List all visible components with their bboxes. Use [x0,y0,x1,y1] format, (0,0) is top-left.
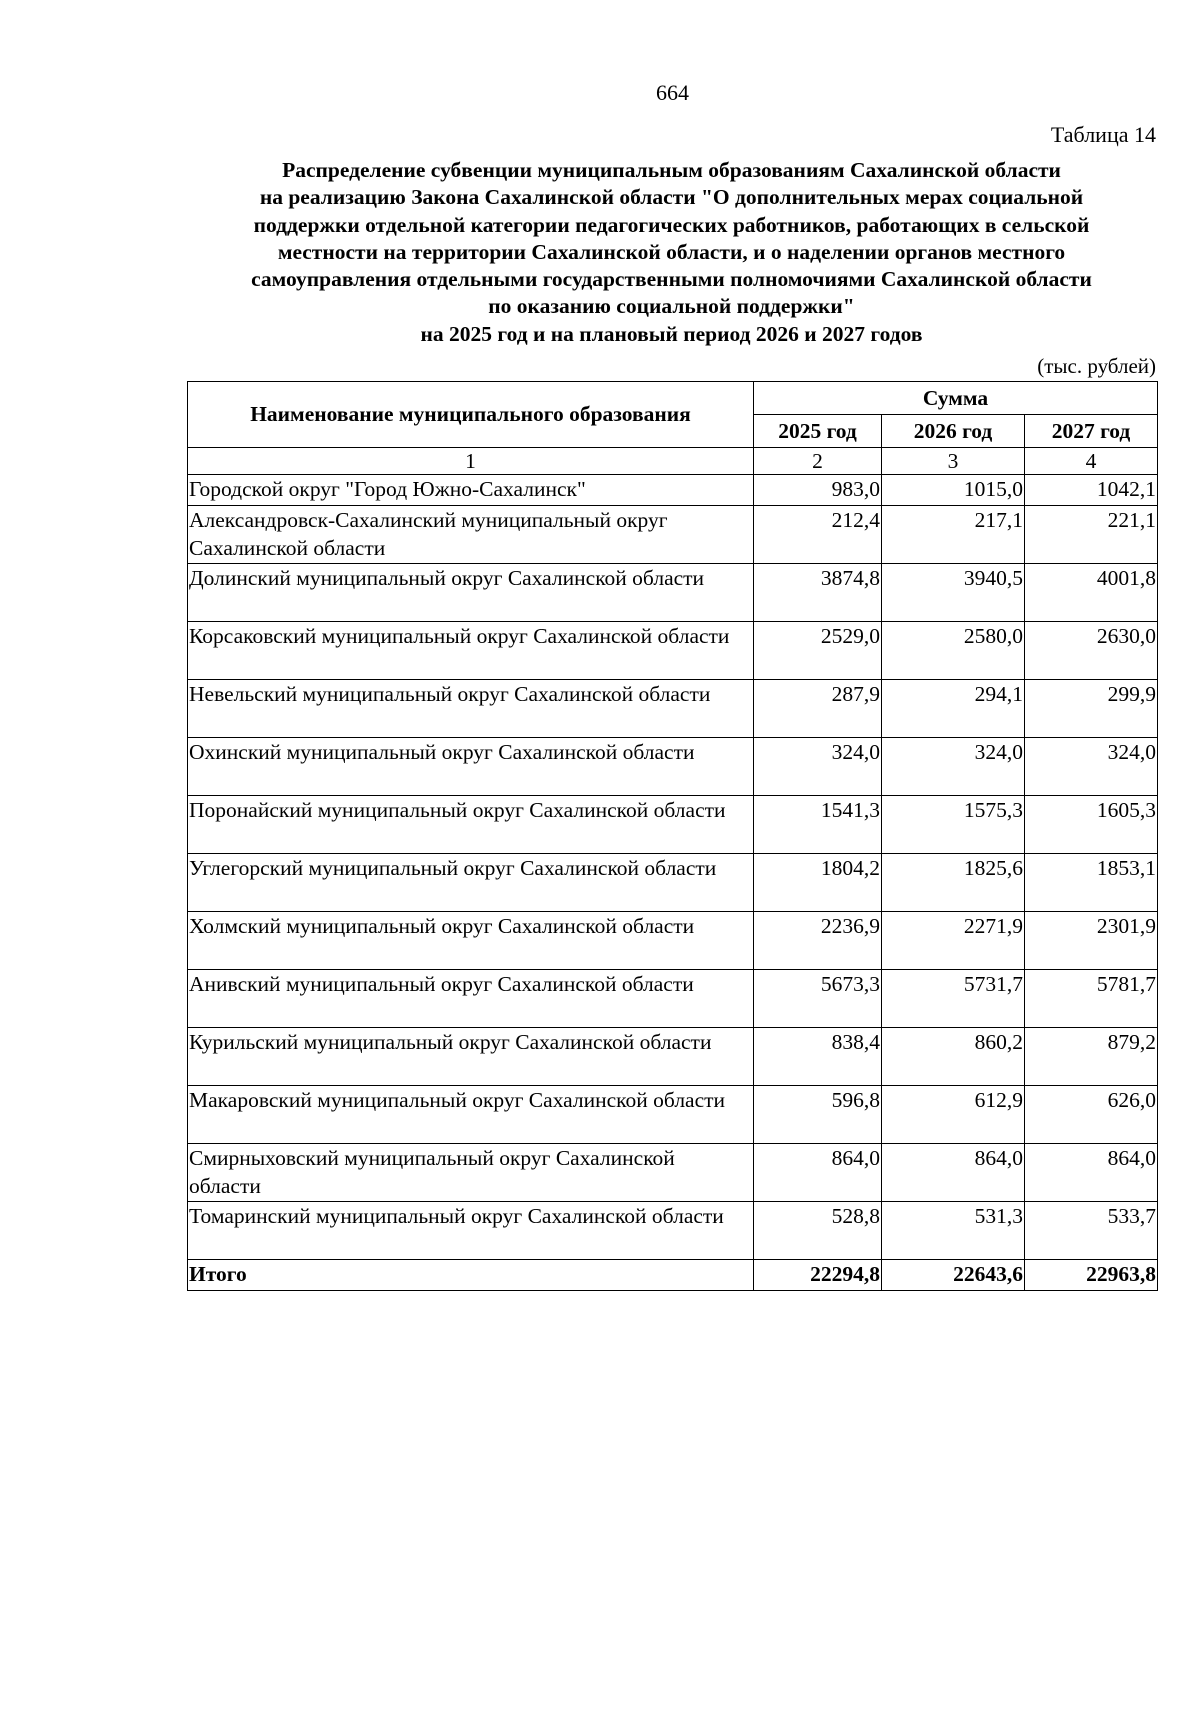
value-2026: 2580,0 [882,622,1025,680]
header-year-2026: 2026 год [882,415,1025,448]
table-row [188,1086,1158,1144]
title-line: на 2025 год и на плановый период 2026 и 2027 годов [420,321,923,346]
title-line: по оказанию социальной поддержки" [488,294,855,319]
row-name: Охинский муниципальный округ Сахалинской области [188,738,754,796]
title-line: Распределение субвенции муниципальным образованиям Сахалинской области [282,158,1061,182]
units-label: (тыс. рублей) [1037,354,1156,378]
value-2025: 2236,9 [754,912,882,970]
value-2025: 838,4 [754,1028,882,1086]
value-2027: 533,7 [1025,1202,1158,1260]
value-2027: 299,9 [1025,680,1158,738]
column-number: 3 [882,448,1025,475]
table-row [188,912,1158,970]
value-2027: 2630,0 [1025,622,1158,680]
value-2025: 212,4 [754,506,882,564]
row-name: Поронайский муниципальный округ Сахалинской области [188,796,754,854]
column-number: 1 [188,448,754,475]
value-2025: 1541,3 [754,796,882,854]
document-title [150,157,1193,348]
value-2026: 1015,0 [882,475,1025,506]
table-row [188,1028,1158,1086]
value-2025: 2529,0 [754,622,882,680]
value-2025: 596,8 [754,1086,882,1144]
value-2026: 864,0 [882,1144,1025,1202]
value-2025: 287,9 [754,680,882,738]
value-2027: 2301,9 [1025,912,1158,970]
value-2026: 531,3 [882,1202,1025,1260]
value-2026: 3940,5 [882,564,1025,622]
value-2027: 5781,7 [1025,970,1158,1028]
table-row [188,622,1158,680]
value-2027: 324,0 [1025,738,1158,796]
title-line: местности на территории Сахалинской области, и о наделении органов местного [277,239,1066,264]
row-name: Долинский муниципальный округ Сахалинской области [188,564,754,622]
row-name: Невельский муниципальный округ Сахалинской области [188,680,754,738]
row-name: Корсаковский муниципальный округ Сахалинской области [188,622,754,680]
title-line: самоуправления отдельными государственными полномочиями Сахалинской области [251,267,1092,292]
row-name: Томаринский муниципальный округ Сахалинской области [188,1202,754,1260]
column-number: 2 [754,448,882,475]
value-2027: 1605,3 [1025,796,1158,854]
table-label: Таблица 14 [1050,122,1156,147]
total-2027: 22963,8 [1025,1260,1158,1291]
value-2027: 864,0 [1025,1144,1158,1202]
table-row [188,564,1158,622]
title-line: поддержки отдельной категории педагогических работников, работающих в сельской [253,212,1090,237]
value-2025: 983,0 [754,475,882,506]
row-name: Александровск-Сахалинский муниципальный округ Сахалинской области [188,506,754,564]
value-2027: 4001,8 [1025,564,1158,622]
row-name: Углегорский муниципальный округ Сахалинской области [188,854,754,912]
table-row [188,854,1158,912]
value-2026: 294,1 [882,680,1025,738]
value-2026: 5731,7 [882,970,1025,1028]
table-row [188,970,1158,1028]
value-2026: 324,0 [882,738,1025,796]
total-2025: 22294,8 [754,1260,882,1291]
table-row [188,738,1158,796]
table-row [188,796,1158,854]
row-name: Макаровский муниципальный округ Сахалинской области [188,1086,754,1144]
table-row [188,680,1158,738]
row-name: Холмский муниципальный округ Сахалинской области [188,912,754,970]
value-2026: 860,2 [882,1028,1025,1086]
value-2027: 626,0 [1025,1086,1158,1144]
header-year-2025: 2025 год [754,415,882,448]
value-2027: 1853,1 [1025,854,1158,912]
value-2027: 879,2 [1025,1028,1158,1086]
value-2025: 864,0 [754,1144,882,1202]
value-2025: 324,0 [754,738,882,796]
header-year-2027: 2027 год [1025,415,1158,448]
total-row [188,1260,1158,1291]
subvention-table [187,381,1158,1291]
table-row [188,506,1158,564]
value-2025: 528,8 [754,1202,882,1260]
value-2026: 1825,6 [882,854,1025,912]
value-2025: 1804,2 [754,854,882,912]
header-name: Наименование муниципального образования [188,382,754,448]
column-number-row [188,448,1158,475]
table-row [188,1202,1158,1260]
row-name: Смирныховский муниципальный округ Сахалинской области [188,1144,754,1202]
column-number: 4 [1025,448,1158,475]
value-2027: 1042,1 [1025,475,1158,506]
row-name: Городской округ "Город Южно-Сахалинск" [188,475,754,506]
row-name: Курильский муниципальный округ Сахалинской области [188,1028,754,1086]
value-2025: 5673,3 [754,970,882,1028]
value-2026: 1575,3 [882,796,1025,854]
total-2026: 22643,6 [882,1260,1025,1291]
row-name: Анивский муниципальный округ Сахалинской области [188,970,754,1028]
page-number: 664 [656,80,689,105]
value-2027: 221,1 [1025,506,1158,564]
value-2026: 217,1 [882,506,1025,564]
table-row [188,1144,1158,1202]
total-label: Итого [188,1260,754,1291]
table-row [188,475,1158,506]
title-line: на реализацию Закона Сахалинской области "О дополнительных мерах социальной [259,185,1084,210]
value-2026: 612,9 [882,1086,1025,1144]
value-2026: 2271,9 [882,912,1025,970]
value-2025: 3874,8 [754,564,882,622]
header-sum: Сумма [754,382,1158,415]
